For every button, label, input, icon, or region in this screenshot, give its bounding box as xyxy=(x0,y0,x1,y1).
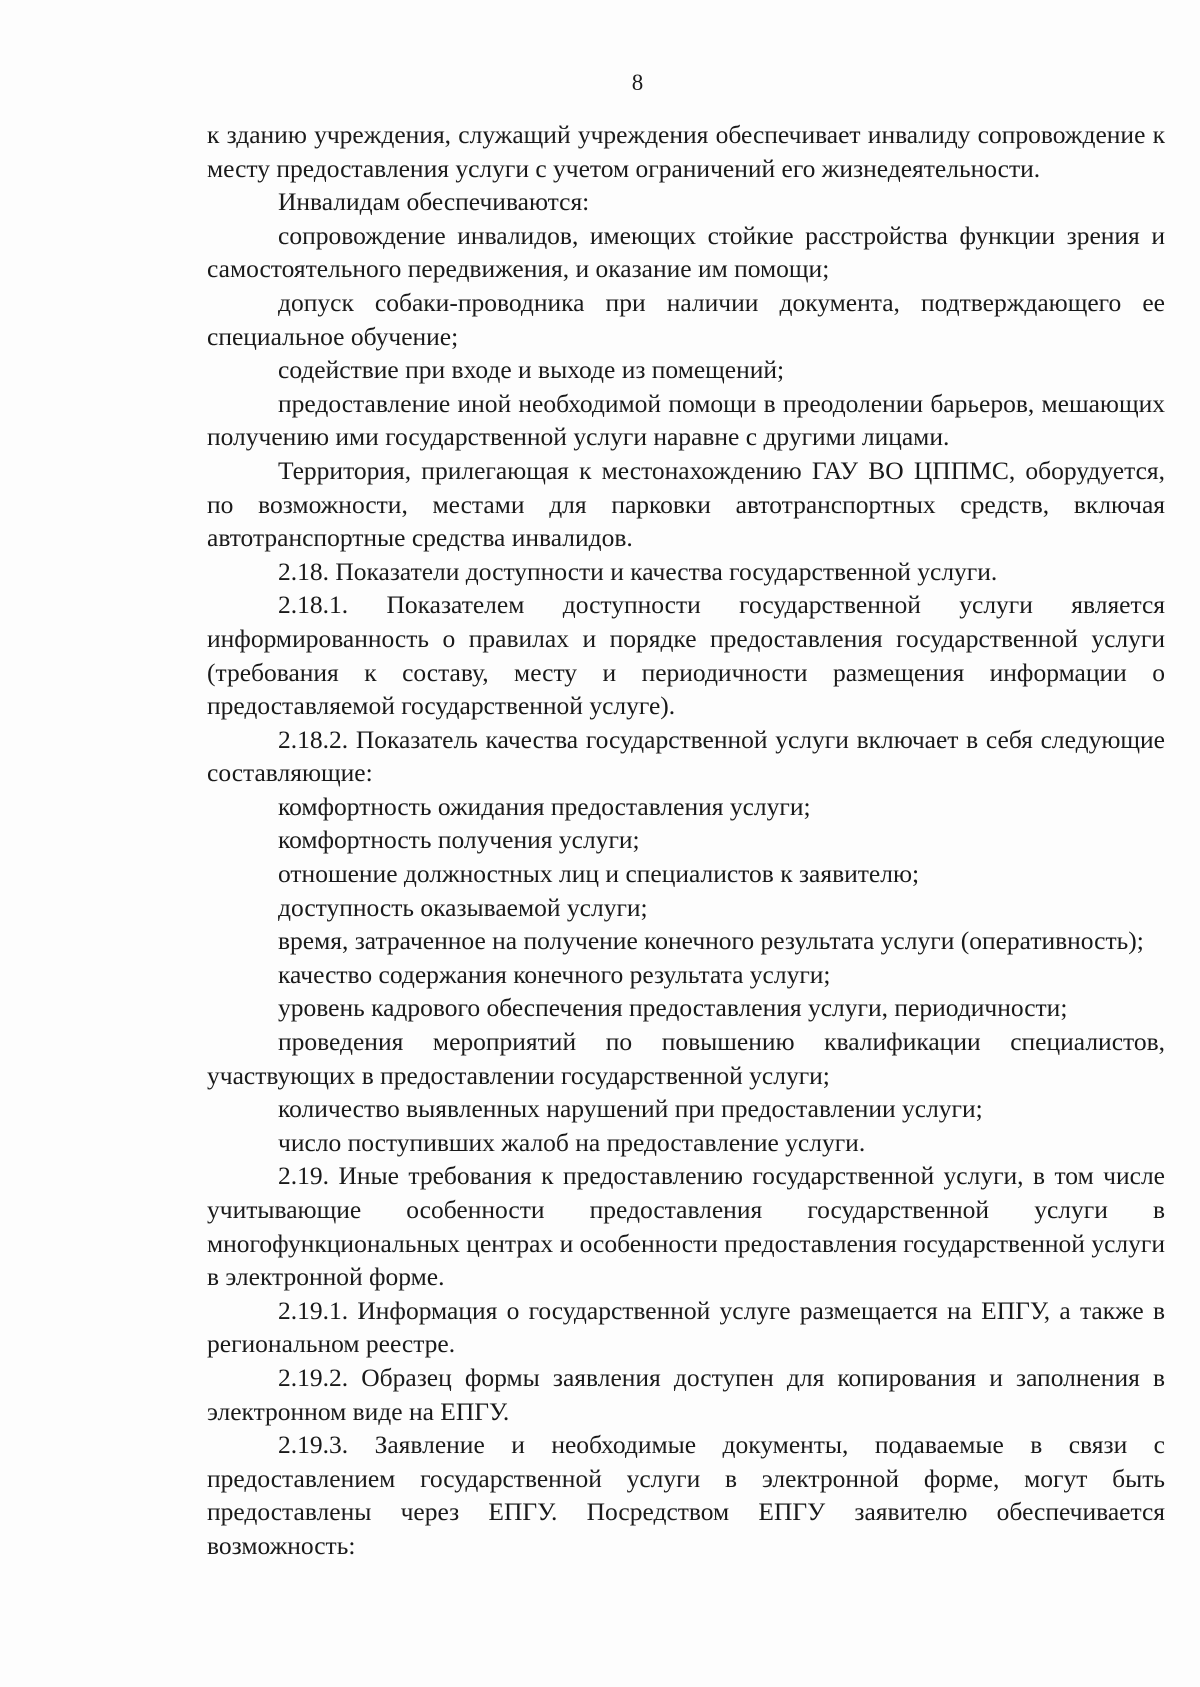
paragraph: 2.18.1. Показателем доступности государственной услуги является информированность о правилах и порядке предоставления государственной услуги (требования к составу, месту и периодичности размещения информации о предоставляемой государственной услуге). xyxy=(207,590,1165,721)
paragraph: Инвалидам обеспечиваются: xyxy=(278,187,590,217)
paragraph: 2.18.2. Показатель качества государственной услуги включает в себя следующие составляющие: xyxy=(207,724,1165,788)
paragraph: предоставление иной необходимой помощи в преодолении барьеров, мешающих получению ими государственной услуги наравне с другими лицами. xyxy=(207,388,1165,452)
paragraph: доступность оказываемой услуги; xyxy=(278,892,648,922)
document-body xyxy=(207,118,1165,1563)
paragraph: 2.19.1. Информация о государственной услуге размещается на ЕПГУ, а также в региональном реестре. xyxy=(207,1295,1165,1359)
paragraph: 2.19.3. Заявление и необходимые документы, подаваемые в связи с предоставлением государственной услуги в электронной форме, могут быть предоставлены через ЕПГУ. Посредством ЕПГУ заявителю обеспечивается возможность: xyxy=(207,1430,1165,1560)
paragraph: количество выявленных нарушений при предоставлении услуги; xyxy=(278,1094,983,1124)
paragraph: к зданию учреждения, служащий учреждения обеспечивает инвалиду сопровождение к месту предоставления услуги с учетом ограничений его жизнедеятельности. xyxy=(207,120,1165,183)
paragraph: время, затраченное на получение конечного результата услуги (оперативность); xyxy=(278,926,1144,956)
paragraph: 2.19.2. Образец формы заявления доступен для копирования и заполнения в электронном виде на ЕПГУ. xyxy=(207,1362,1165,1426)
paragraph: число поступивших жалоб на предоставление услуги. xyxy=(278,1127,866,1157)
page-number: 8 xyxy=(631,70,644,95)
paragraph: 2.19. Иные требования к предоставлению государственной услуги, в том числе учитывающие особенности предоставления государственной услуги в многофункциональных центрах и особенности предоставления государственной услуги в электронной форме. xyxy=(207,1161,1165,1292)
paragraph: качество содержания конечного результата услуги; xyxy=(278,959,831,989)
paragraph: комфортность получения услуги; xyxy=(278,825,640,855)
paragraph: допуск собаки-проводника при наличии документа, подтверждающего ее специальное обучение; xyxy=(207,287,1165,351)
paragraph: сопровождение инвалидов, имеющих стойкие расстройства функции зрения и самостоятельного передвижения, и оказание им помощи; xyxy=(207,220,1165,284)
paragraph: комфортность ожидания предоставления услуги; xyxy=(278,791,811,821)
paragraph: уровень кадрового обеспечения предоставления услуги, периодичности; xyxy=(278,993,1068,1023)
paragraph: 2.18. Показатели доступности и качества государственной услуги. xyxy=(278,556,998,586)
paragraph: проведения мероприятий по повышению квалификации специалистов, участвующих в предоставлении государственной услуги; xyxy=(207,1027,1165,1090)
paragraph: отношение должностных лиц и специалистов к заявителю; xyxy=(278,859,920,889)
paragraph: содействие при входе и выходе из помещений; xyxy=(278,355,785,385)
paragraph: Территория, прилегающая к местонахождению ГАУ ВО ЦППМС, оборудуется, по возможности, местами для парковки автотранспортных средств, включая автотранспортные средства инвалидов. xyxy=(207,455,1165,553)
